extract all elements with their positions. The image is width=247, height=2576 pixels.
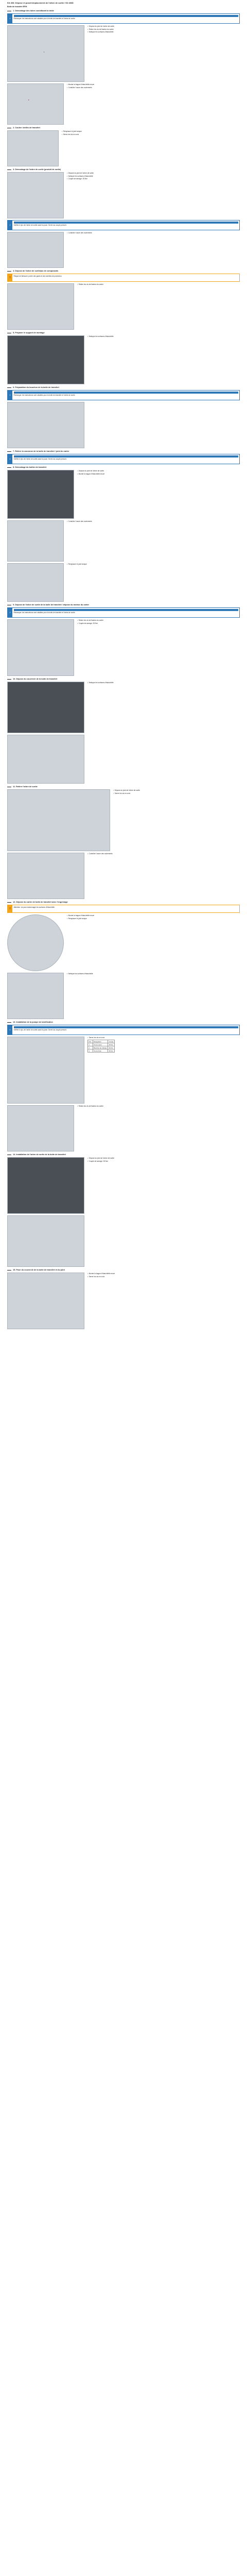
component-photo: [7, 130, 59, 166]
step-text: • Dépose du joint de l'arbre de sortie • Retirer les vis de fixation du carter • Nettoyer les surfaces d'étanchéité: [87, 25, 240, 82]
info-icon: i: [8, 14, 12, 23]
section-heading: 14. Installation de l'arbre de sortie de la boîte de transfert: [7, 1154, 240, 1156]
section-heading: 2. Coulée: bielles de transfert: [7, 127, 240, 129]
component-photo: [7, 335, 84, 384]
component-photo: [7, 735, 84, 784]
component-photo: [7, 402, 84, 448]
component-photo: [7, 853, 84, 899]
info-icon: i: [8, 391, 12, 400]
info-icon: i: [8, 454, 12, 464]
seal-ring-photo: [7, 914, 64, 971]
info-box: i Remarque: les instructions sont valables pour la boîte de transfert et l'arbre de sortie.: [7, 390, 240, 400]
component-photo: [7, 283, 74, 330]
component-photo: 2: [7, 83, 64, 125]
component-photo: [7, 619, 74, 676]
section-heading: 15. Pose du couvercle de la boîte de transfert et du joint: [7, 1269, 240, 1271]
info-box: i Vérifier le jeu de l'arbre de sortie avant la pose. Serrer au couple prescrit.: [7, 1025, 240, 1035]
info-text: Remarque: les instructions sont valables pour la boîte de transfert et l'arbre de sortie.: [13, 17, 76, 20]
component-photo: [7, 1157, 84, 1214]
section-heading: 9. Dépose de l'arbre de sortie de la boîte de transfert / dépose du moteur du carter: [7, 604, 240, 606]
info-icon: i: [8, 221, 12, 230]
step-row: [7, 25, 240, 82]
component-photo: [7, 1215, 84, 1267]
section-heading: 10. Dépose du couvercle de la boîte de transfert: [7, 678, 240, 680]
section-heading: 7. Retirer la couronne de la boîte de transfert / joint du carter: [7, 450, 240, 452]
component-photo: [7, 682, 84, 733]
warning-box: ! Attention: ne pas endommager les surfaces d'étanchéité.: [7, 905, 240, 913]
info-box: i Vérifier le jeu de l'arbre de sortie avant la pose. Serrer au couple prescrit.: [7, 454, 240, 464]
step-row: 2 • Monter la bague d'étanchéité neuve • Contrôler l'usure des roulements: [7, 83, 240, 125]
component-photo: [7, 789, 110, 851]
component-photo: [7, 1273, 84, 1329]
component-photo: 1: [7, 25, 84, 82]
section-heading: 8. Démontage du boîtier de transfert: [7, 466, 240, 468]
component-photo: [7, 232, 64, 268]
page: Kit 406: Dépose et pose/remplacement de l'arbre de sortie / Kit 4WD Boîte de transfert EFM 1. Démontage des tubes constituant la bride i Remarque: les instructions sont valables pour la boîte de transfert et l'arbre de sortie. 1 • Dépose du joint de l'arbre de sortie • Retirer les vis de fixation du carter • Nettoyer les surfaces d'étanchéité 2 • Monter la bague d'étanchéité neuve • Contrôler l'usure des roulements 2. Coulée: bielles de transfert • Remplacer le joint torique • Serrer les vis en croix 3. Démontage de l'arbre de sortie (produit de sortie) • Dépose du joint de l'arbre de sortie • Nettoyer les surfaces d'étanchéité • Couple de serrage: 25 Nm i Vérifier le jeu de l'arbre de sortie avant la pose. Serrer au couple prescrit. • Contrôler l'usure des roulements 4. Dépose de l'arbre de sortie/jeu de composants ! Risque de blessure: porter des gants et des lunettes de protection. • Retirer les vis de fixation du carter 5. Préparer le support de montage • Nettoyer les surfaces d'étanchéité 6. Préparation du bouchon de la boîte de transfert i Remarque: les instructions sont valables pour la boîte de transfert et l'arbre de sortie. 7. Retirer la couronne de la boîte de transfert / joint du carter i Vérifier le jeu de l'arbre de sortie avant la pose. Serrer au couple prescrit. 8. Démontage du boîtier de transfert • Dépose du joint de l'arbre de sortie • Monter la bague d'étanchéité neuve • Contrôler l'usure des roulements • Remplacer le joint torique 9. Dépose de l'arbre de sortie de la boîte de transfert / dépose du moteur du carter i Remarque: les instructions sont valables pour la boîte de transfert et l'arbre de sortie. • Retirer les vis de fixation du carter • Couple de serrage: 25 Nm 10. Dépose du couvercle de la boîte de transfert • Nettoyer les surfaces d'étanchéité 11. Retirer l'arbre de sortie • Dépose du joint de l'arbre de sortie • Serrer les vis en croix • Contrôler l'usure des roulements 12. Dépose du carter de boîte de transfert avec l'engrenage ! Attention: ne pas endommager les surfaces d'étanchéité. • Monter la bague d'étanchéité neuve • Remplacer le joint torique • Nettoyer les surfaces d'étanchéité 13. Installation de la pompe de lubrification i Vérifier le jeu de l'arbre de sortie avant la pose. Serrer au couple prescrit. • Serrer les vis en croix Pos. Désignation Couple 1 Vis de carter 25 Nm 2 Bouchon de vidange 30 Nm 3 Vis de bride 45 Nm • Retirer les vis de fixation du carter 14. Installation de l'arbre de sortie de la boîte de transfert • Dépose du joint de l'arbre de sortie • Couple de serrage: 25 Nm 15. Pose du couvercle de la boîte de transfert et du joint • Monter la bague d'étanchéité neuve • Serrer les vis en croix: [0, 2, 247, 2576]
section-heading: 13. Installation de la pompe de lubrification: [7, 1021, 240, 1023]
component-photo: [7, 1105, 74, 1151]
component-photo: [7, 470, 74, 519]
section-heading: 11. Retirer l'arbre de sortie: [7, 786, 240, 788]
component-photo: [7, 520, 64, 562]
warning-icon: !: [8, 905, 12, 912]
section-heading: 4. Dépose de l'arbre de sortie/jeu de composants: [7, 270, 240, 272]
component-photo: [7, 1037, 84, 1104]
section-heading: 6. Préparation du bouchon de la boîte de transfert: [7, 386, 240, 388]
warning-box: ! Risque de blessure: porter des gants et des lunettes de protection.: [7, 274, 240, 282]
section-heading: 1. Démontage des tubes constituant la bride: [7, 10, 240, 12]
info-box: i Remarque: les instructions sont valables pour la boîte de transfert et l'arbre de sortie.: [7, 607, 240, 618]
torque-table: Pos. Désignation Couple 1 Vis de carter 25 Nm 2 Bouchon de vidange 30 Nm 3 Vis de bride 45 Nm: [89, 1040, 114, 1052]
component-photo: [7, 172, 64, 218]
document-subtitle: Boîte de transfert EFM: [7, 6, 27, 8]
info-icon: i: [8, 608, 12, 617]
info-icon: i: [8, 1025, 12, 1035]
section-heading: 5. Préparer le support de montage: [7, 332, 240, 334]
warning-icon: !: [8, 274, 12, 281]
component-photo: [7, 563, 64, 602]
section-heading: 12. Dépose du carter de boîte de transfert avec l'engrenage: [7, 901, 240, 903]
info-box: [7, 13, 240, 24]
document-title: Kit 406: Dépose et pose/remplacement de l'arbre de sortie / Kit 4WD: [7, 2, 74, 4]
component-photo: [7, 973, 64, 1019]
section-heading: 3. Démontage de l'arbre de sortie (produit de sortie): [7, 168, 240, 171]
info-box: i Vérifier le jeu de l'arbre de sortie avant la pose. Serrer au couple prescrit.: [7, 220, 240, 230]
